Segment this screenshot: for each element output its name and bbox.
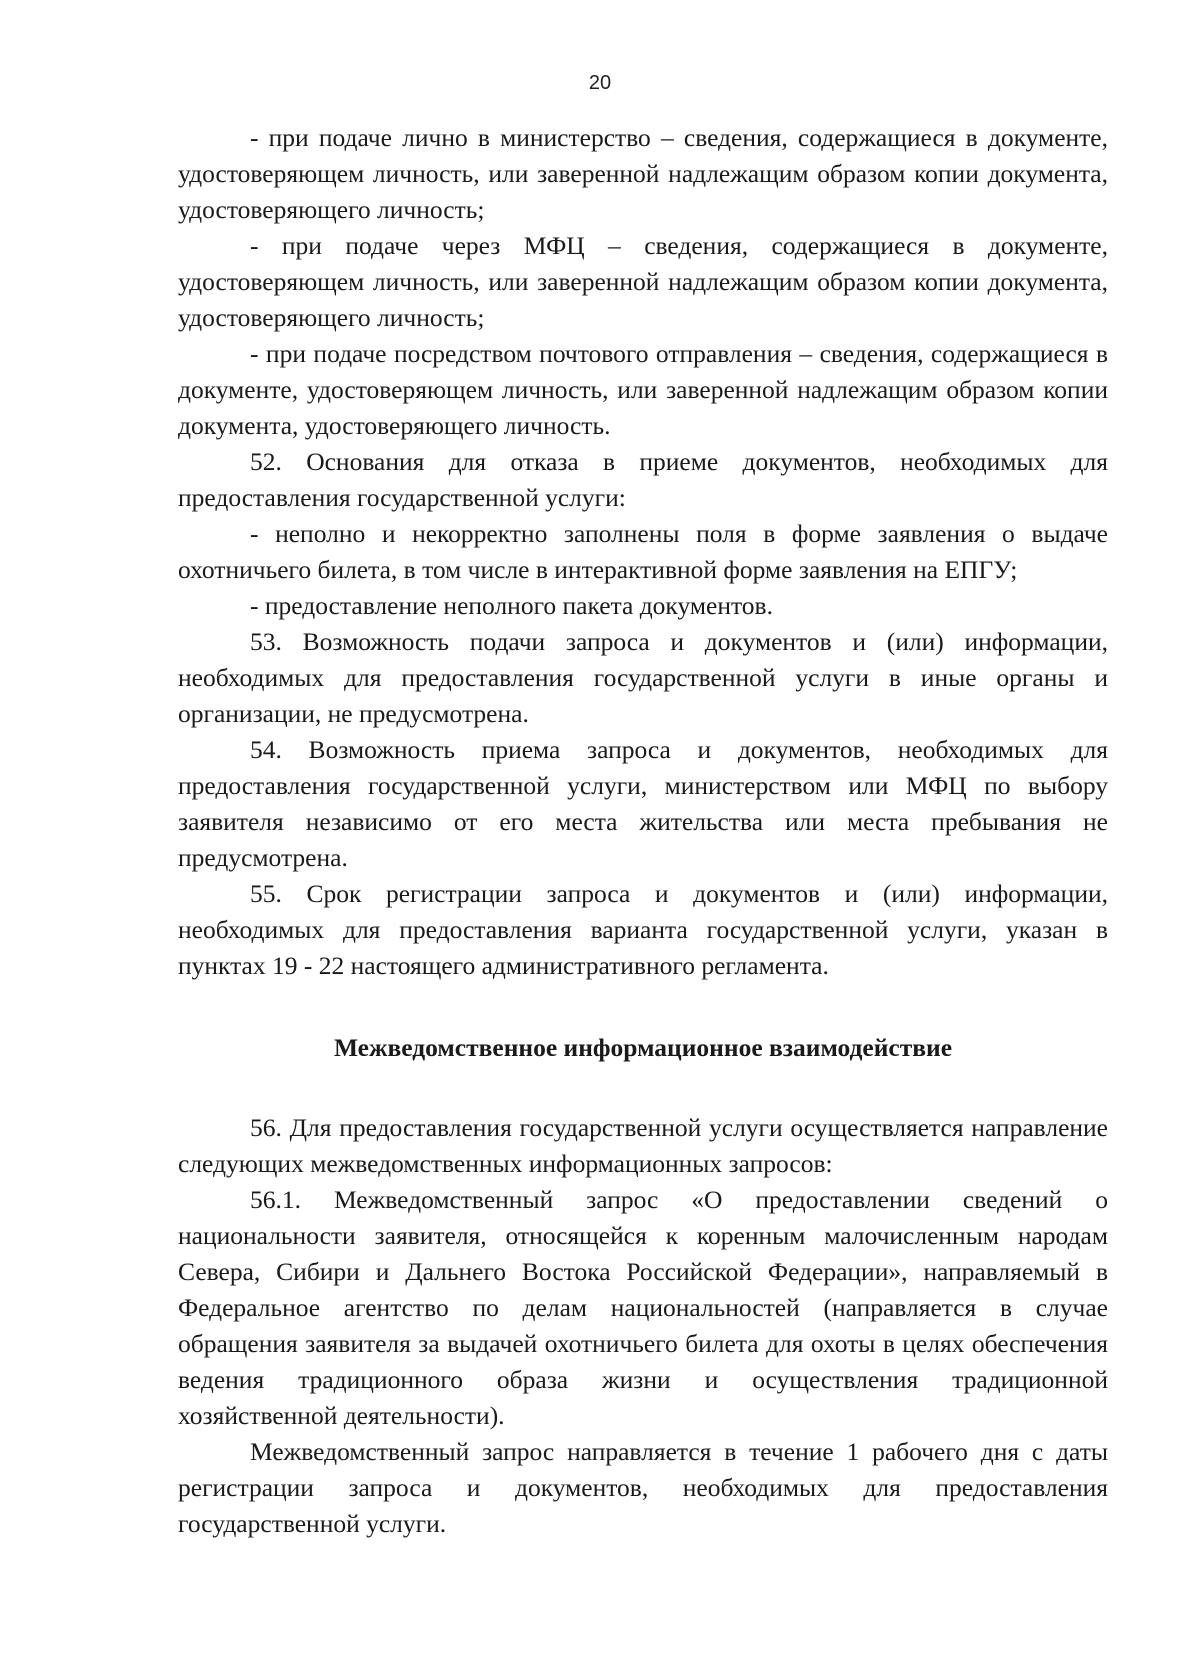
paragraph-item: - при подаче через МФЦ – сведения, содержащиеся в документе, удостоверяющем личность, или заверенной надлежащим образом копии документа, удостоверяющего личность; (178, 231, 1108, 332)
paragraph-item: 54. Возможность приема запроса и документов, необходимых для предоставления государственной услуги, министерством или МФЦ по выбору заявителя независимо от его места жительства или места пребывания не предусмотрена. (178, 735, 1108, 872)
section-paragraph: 56. Для предоставления государственной услуги осуществляется направление следующих межведомственных информационных запросов: (178, 1113, 1108, 1178)
paragraph-item: 52. Основания для отказа в приеме документов, необходимых для предоставления государственной услуги: (178, 447, 1108, 512)
section-paragraph: Межведомственный запрос направляется в течение 1 рабочего дня с даты регистрации запроса и документов, необходимых для предоставления государственной услуги. (178, 1437, 1108, 1538)
section-paragraph: 56.1. Межведомственный запрос «О предоставлении сведений о национальности заявителя, относящейся к коренным малочисленным народам Севера, Сибири и Дальнего Востока Российской Федерации», направляемый в Федеральное агентство по делам национальностей (направляется в случае обращения заявителя за выдачей охотничьего билета для охоты в целях обеспечения ведения традиционного образа жизни и осуществления традиционной хозяйственной деятельности). (178, 1185, 1108, 1430)
document-body (178, 120, 1108, 1542)
paragraph-item: 53. Возможность подачи запроса и документов и (или) информации, необходимых для предоставления государственной услуги в иные органы и организации, не предусмотрена. (178, 627, 1108, 728)
paragraph-item: - при подаче посредством почтового отправления – сведения, содержащиеся в документе, удостоверяющем личность, или заверенной надлежащим образом копии документа, удостоверяющего личность. (178, 339, 1108, 440)
page-number: 20 (588, 72, 612, 94)
paragraph-item: - при подаче лично в министерство – сведения, содержащиеся в документе, удостоверяющем личность, или заверенной надлежащим образом копии документа, удостоверяющего личность; (178, 123, 1108, 224)
paragraph-item: - предоставление неполного пакета документов. (250, 591, 773, 620)
paragraph-item: - неполно и некорректно заполнены поля в форме заявления о выдаче охотничьего билета, в том числе в интерактивной форме заявления на ЕПГУ; (178, 519, 1108, 584)
section-heading: Межведомственное информационное взаимодействие (333, 1033, 953, 1062)
paragraph-item: 55. Срок регистрации запроса и документов и (или) информации, необходимых для предоставления варианта государственной услуги, указан в пунктах 19 - 22 настоящего административного регламента. (178, 879, 1108, 980)
